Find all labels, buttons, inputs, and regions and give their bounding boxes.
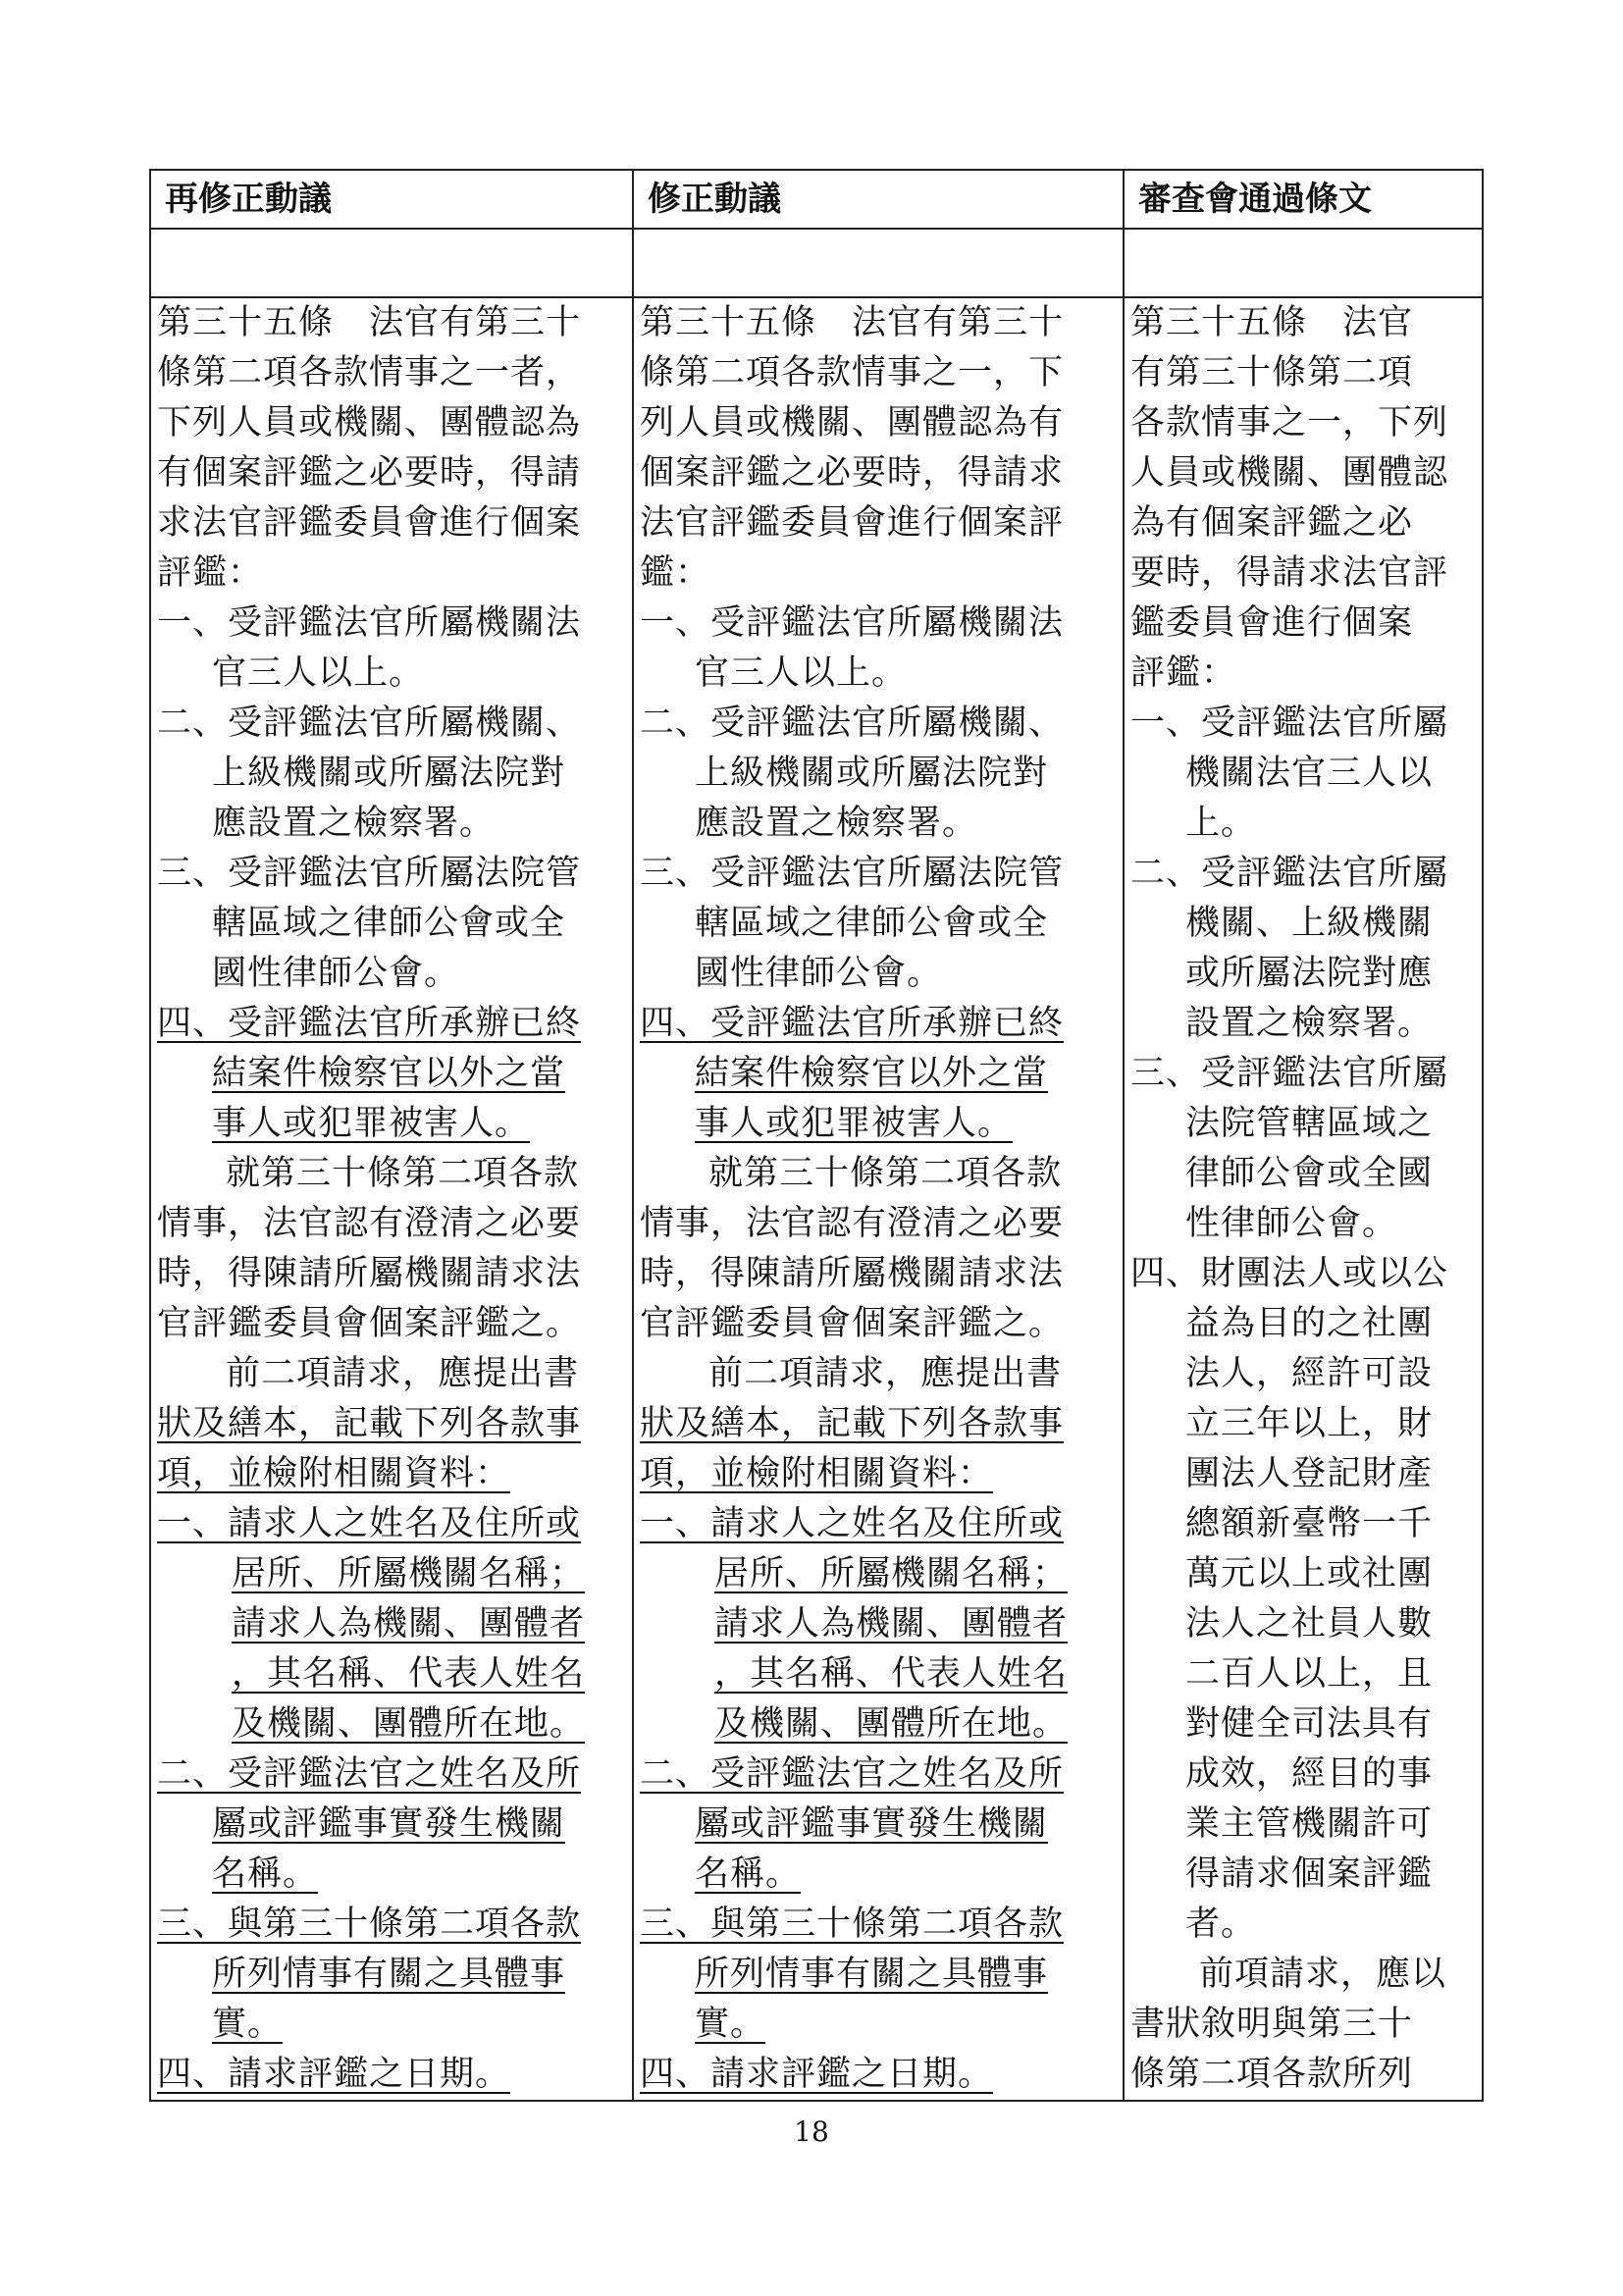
text-line: 有個案評鑑之必要時，得請 [157, 453, 582, 493]
text-line: 三、受評鑑法官所屬 [1130, 1054, 1449, 1093]
header-committee-text: 審查會通過條文 [1124, 170, 1483, 229]
text-line: 一、受評鑑法官所屬 [1130, 704, 1449, 743]
text-line: 屬或評鑑事實發生機關 [695, 1804, 1049, 1844]
revised-motion-cell [150, 297, 633, 2101]
text-line: 條第二項各款情事之一，下 [640, 353, 1065, 392]
text-line: 所列情事有關之具體事 [212, 1955, 566, 1994]
text-line: 前二項請求，應提出書 [708, 1354, 1063, 1393]
text-line: 者。 [1185, 1905, 1257, 1944]
text-line: 項，並檢附相關資料： [157, 1454, 511, 1493]
text-line: 法人之社員人數 [1185, 1604, 1434, 1644]
text-line: 請求人為機關、團體者 [714, 1604, 1069, 1644]
text-line: 鑑委員會進行個案 [1130, 603, 1414, 643]
text-line: 有第三十條第二項 [1130, 353, 1414, 392]
text-line: 四、受評鑑法官所承辦已終 [157, 1004, 582, 1043]
text-line: 律師公會或全國 [1185, 1154, 1434, 1193]
text-line: 狀及繕本，記載下列各款事 [157, 1404, 582, 1443]
text-line: 益為目的之社團 [1185, 1304, 1434, 1343]
text-line: 就第三十條第二項各款 [708, 1154, 1063, 1193]
text-line: 三、與第三十條第二項各款 [157, 1905, 582, 1944]
text-line: 機關、上級機關 [1185, 904, 1434, 943]
committee-text [1130, 298, 1482, 2100]
text-line: 官評鑑委員會個案評鑑之。 [640, 1304, 1065, 1343]
text-line: 第三十五條 法官有第三十 [157, 303, 582, 342]
text-line: 項，並檢附相關資料： [640, 1454, 994, 1493]
text-line: 官三人以上。 [695, 653, 908, 693]
text-line: 情事，法官認有澄清之必要 [157, 1204, 582, 1243]
text-line: 二百人以上，且 [1185, 1654, 1434, 1694]
text-line: 時，得陳請所屬機關請求法 [640, 1254, 1065, 1293]
text-line: ，其名稱、代表人姓名 [714, 1654, 1069, 1694]
text-line: 評鑑： [157, 553, 264, 593]
text-line: 事人或犯罪被害人。 [212, 1104, 531, 1143]
text-line: 四、財團法人或以公 [1130, 1254, 1449, 1293]
header-amendment-motion: 修正動議 [633, 170, 1124, 229]
text-line: 四、請求評鑑之日期。 [157, 2055, 511, 2094]
text-line: 為有個案評鑑之必 [1130, 503, 1414, 543]
text-line: 二、受評鑑法官之姓名及所 [157, 1754, 582, 1794]
text-line: 立三年以上，財 [1185, 1404, 1434, 1443]
text-line: 書狀敘明與第三十 [1130, 2005, 1414, 2044]
blank-cell [633, 229, 1124, 297]
text-line: 各款情事之一，下列 [1130, 403, 1449, 443]
text-line: 對健全司法具有 [1185, 1704, 1434, 1744]
text-line: 一、受評鑑法官所屬機關法 [640, 603, 1065, 643]
text-line: 第三十五條 法官 [1130, 303, 1414, 342]
text-line: 二、受評鑑法官之姓名及所 [640, 1754, 1065, 1794]
text-line: 轄區域之律師公會或全 [695, 904, 1049, 943]
text-line: 前二項請求，應提出書 [226, 1354, 580, 1393]
committee-text-cell [1124, 297, 1483, 2101]
text-line: 機關法官三人以 [1185, 754, 1434, 793]
text-line: 法官評鑑委員會進行個案評 [640, 503, 1065, 543]
blank-cell [150, 229, 633, 297]
text-line: 總額新臺幣一千 [1185, 1504, 1434, 1543]
text-line: 官三人以上。 [212, 653, 425, 693]
text-line: 轄區域之律師公會或全 [212, 904, 566, 943]
text-line: 事人或犯罪被害人。 [695, 1104, 1014, 1143]
text-line: 請求人為機關、團體者 [232, 1604, 586, 1644]
text-line: 上級機關或所屬法院對 [695, 754, 1049, 793]
text-line: 三、受評鑑法官所屬法院管 [640, 854, 1065, 893]
revised-motion-text [157, 298, 632, 2100]
text-line: 設置之檢察署。 [1185, 1004, 1434, 1043]
text-line: 結案件檢察官以外之當 [212, 1054, 566, 1093]
text-line: 三、受評鑑法官所屬法院管 [157, 854, 582, 893]
comparison-table [149, 169, 1484, 2102]
text-line: 要時，得請求法官評 [1130, 553, 1449, 593]
text-line: 國性律師公會。 [212, 954, 460, 993]
text-line: 或所屬法院對應 [1185, 954, 1434, 993]
text-line: 居所、所屬機關名稱； [714, 1554, 1069, 1593]
text-line: 前項請求，應以 [1199, 1955, 1447, 1994]
text-line: 一、受評鑑法官所屬機關法 [157, 603, 582, 643]
text-line: 成效，經目的事 [1185, 1754, 1434, 1794]
amendment-motion-text [640, 298, 1123, 2100]
text-line: 官評鑑委員會個案評鑑之。 [157, 1304, 582, 1343]
amendment-motion-cell [633, 297, 1124, 2101]
text-line: 第三十五條 法官有第三十 [640, 303, 1065, 342]
blank-row [150, 229, 1483, 297]
text-line: 實。 [212, 2005, 284, 2044]
body-row [150, 297, 1483, 2101]
text-line: 鑑： [640, 553, 711, 593]
text-line: 及機關、團體所在地。 [232, 1704, 586, 1744]
text-line: 一、請求人之姓名及住所或 [640, 1504, 1065, 1543]
text-line: 所列情事有關之具體事 [695, 1955, 1049, 1994]
text-line: 狀及繕本，記載下列各款事 [640, 1404, 1065, 1443]
text-line: 二、受評鑑法官所屬機關、 [640, 704, 1065, 743]
text-line: 應設置之檢察署。 [695, 804, 978, 843]
text-line: 名稱。 [695, 1854, 802, 1894]
header-revised-motion: 再修正動議 [150, 170, 633, 229]
text-line: 性律師公會。 [1185, 1204, 1398, 1243]
text-line: 個案評鑑之必要時，得請求 [640, 453, 1065, 493]
text-line: 居所、所屬機關名稱； [232, 1554, 586, 1593]
text-line: 名稱。 [212, 1854, 319, 1894]
text-line: 上級機關或所屬法院對 [212, 754, 566, 793]
text-line: 二、受評鑑法官所屬 [1130, 854, 1449, 893]
text-line: 上。 [1185, 804, 1257, 843]
text-line: 應設置之檢察署。 [212, 804, 496, 843]
text-line: 得請求個案評鑑 [1185, 1854, 1434, 1894]
text-line: 團法人登記財產 [1185, 1454, 1434, 1493]
text-line: ，其名稱、代表人姓名 [232, 1654, 586, 1694]
text-line: 四、請求評鑑之日期。 [640, 2055, 994, 2094]
text-line: 下列人員或機關、團體認為 [157, 403, 582, 443]
text-line: 屬或評鑑事實發生機關 [212, 1804, 566, 1844]
text-line: 時，得陳請所屬機關請求法 [157, 1254, 582, 1293]
text-line: 萬元以上或社團 [1185, 1554, 1434, 1593]
text-line: 及機關、團體所在地。 [714, 1704, 1069, 1744]
text-line: 國性律師公會。 [695, 954, 943, 993]
header-row [150, 170, 1483, 229]
text-line: 就第三十條第二項各款 [226, 1154, 580, 1193]
text-line: 二、受評鑑法官所屬機關、 [157, 704, 582, 743]
text-line: 求法官評鑑委員會進行個案 [157, 503, 582, 543]
text-line: 一、請求人之姓名及住所或 [157, 1504, 582, 1543]
text-line: 評鑑： [1130, 653, 1237, 693]
text-line: 條第二項各款所列 [1130, 2055, 1414, 2094]
text-line: 列人員或機關、團體認為有 [640, 403, 1065, 443]
text-line: 結案件檢察官以外之當 [695, 1054, 1049, 1093]
text-line: 實。 [695, 2005, 766, 2044]
text-line: 四、受評鑑法官所承辦已終 [640, 1004, 1065, 1043]
text-line: 法人，經許可設 [1185, 1354, 1434, 1393]
text-line: 情事，法官認有澄清之必要 [640, 1204, 1065, 1243]
blank-cell [1124, 229, 1483, 297]
text-line: 條第二項各款情事之一者， [157, 353, 582, 392]
text-line: 法院管轄區域之 [1185, 1104, 1434, 1143]
text-line: 業主管機關許可 [1185, 1804, 1434, 1844]
text-line: 人員或機關、團體認 [1130, 453, 1449, 493]
text-line: 三、與第三十條第二項各款 [640, 1905, 1065, 1944]
page-number: 18 [794, 2115, 829, 2148]
